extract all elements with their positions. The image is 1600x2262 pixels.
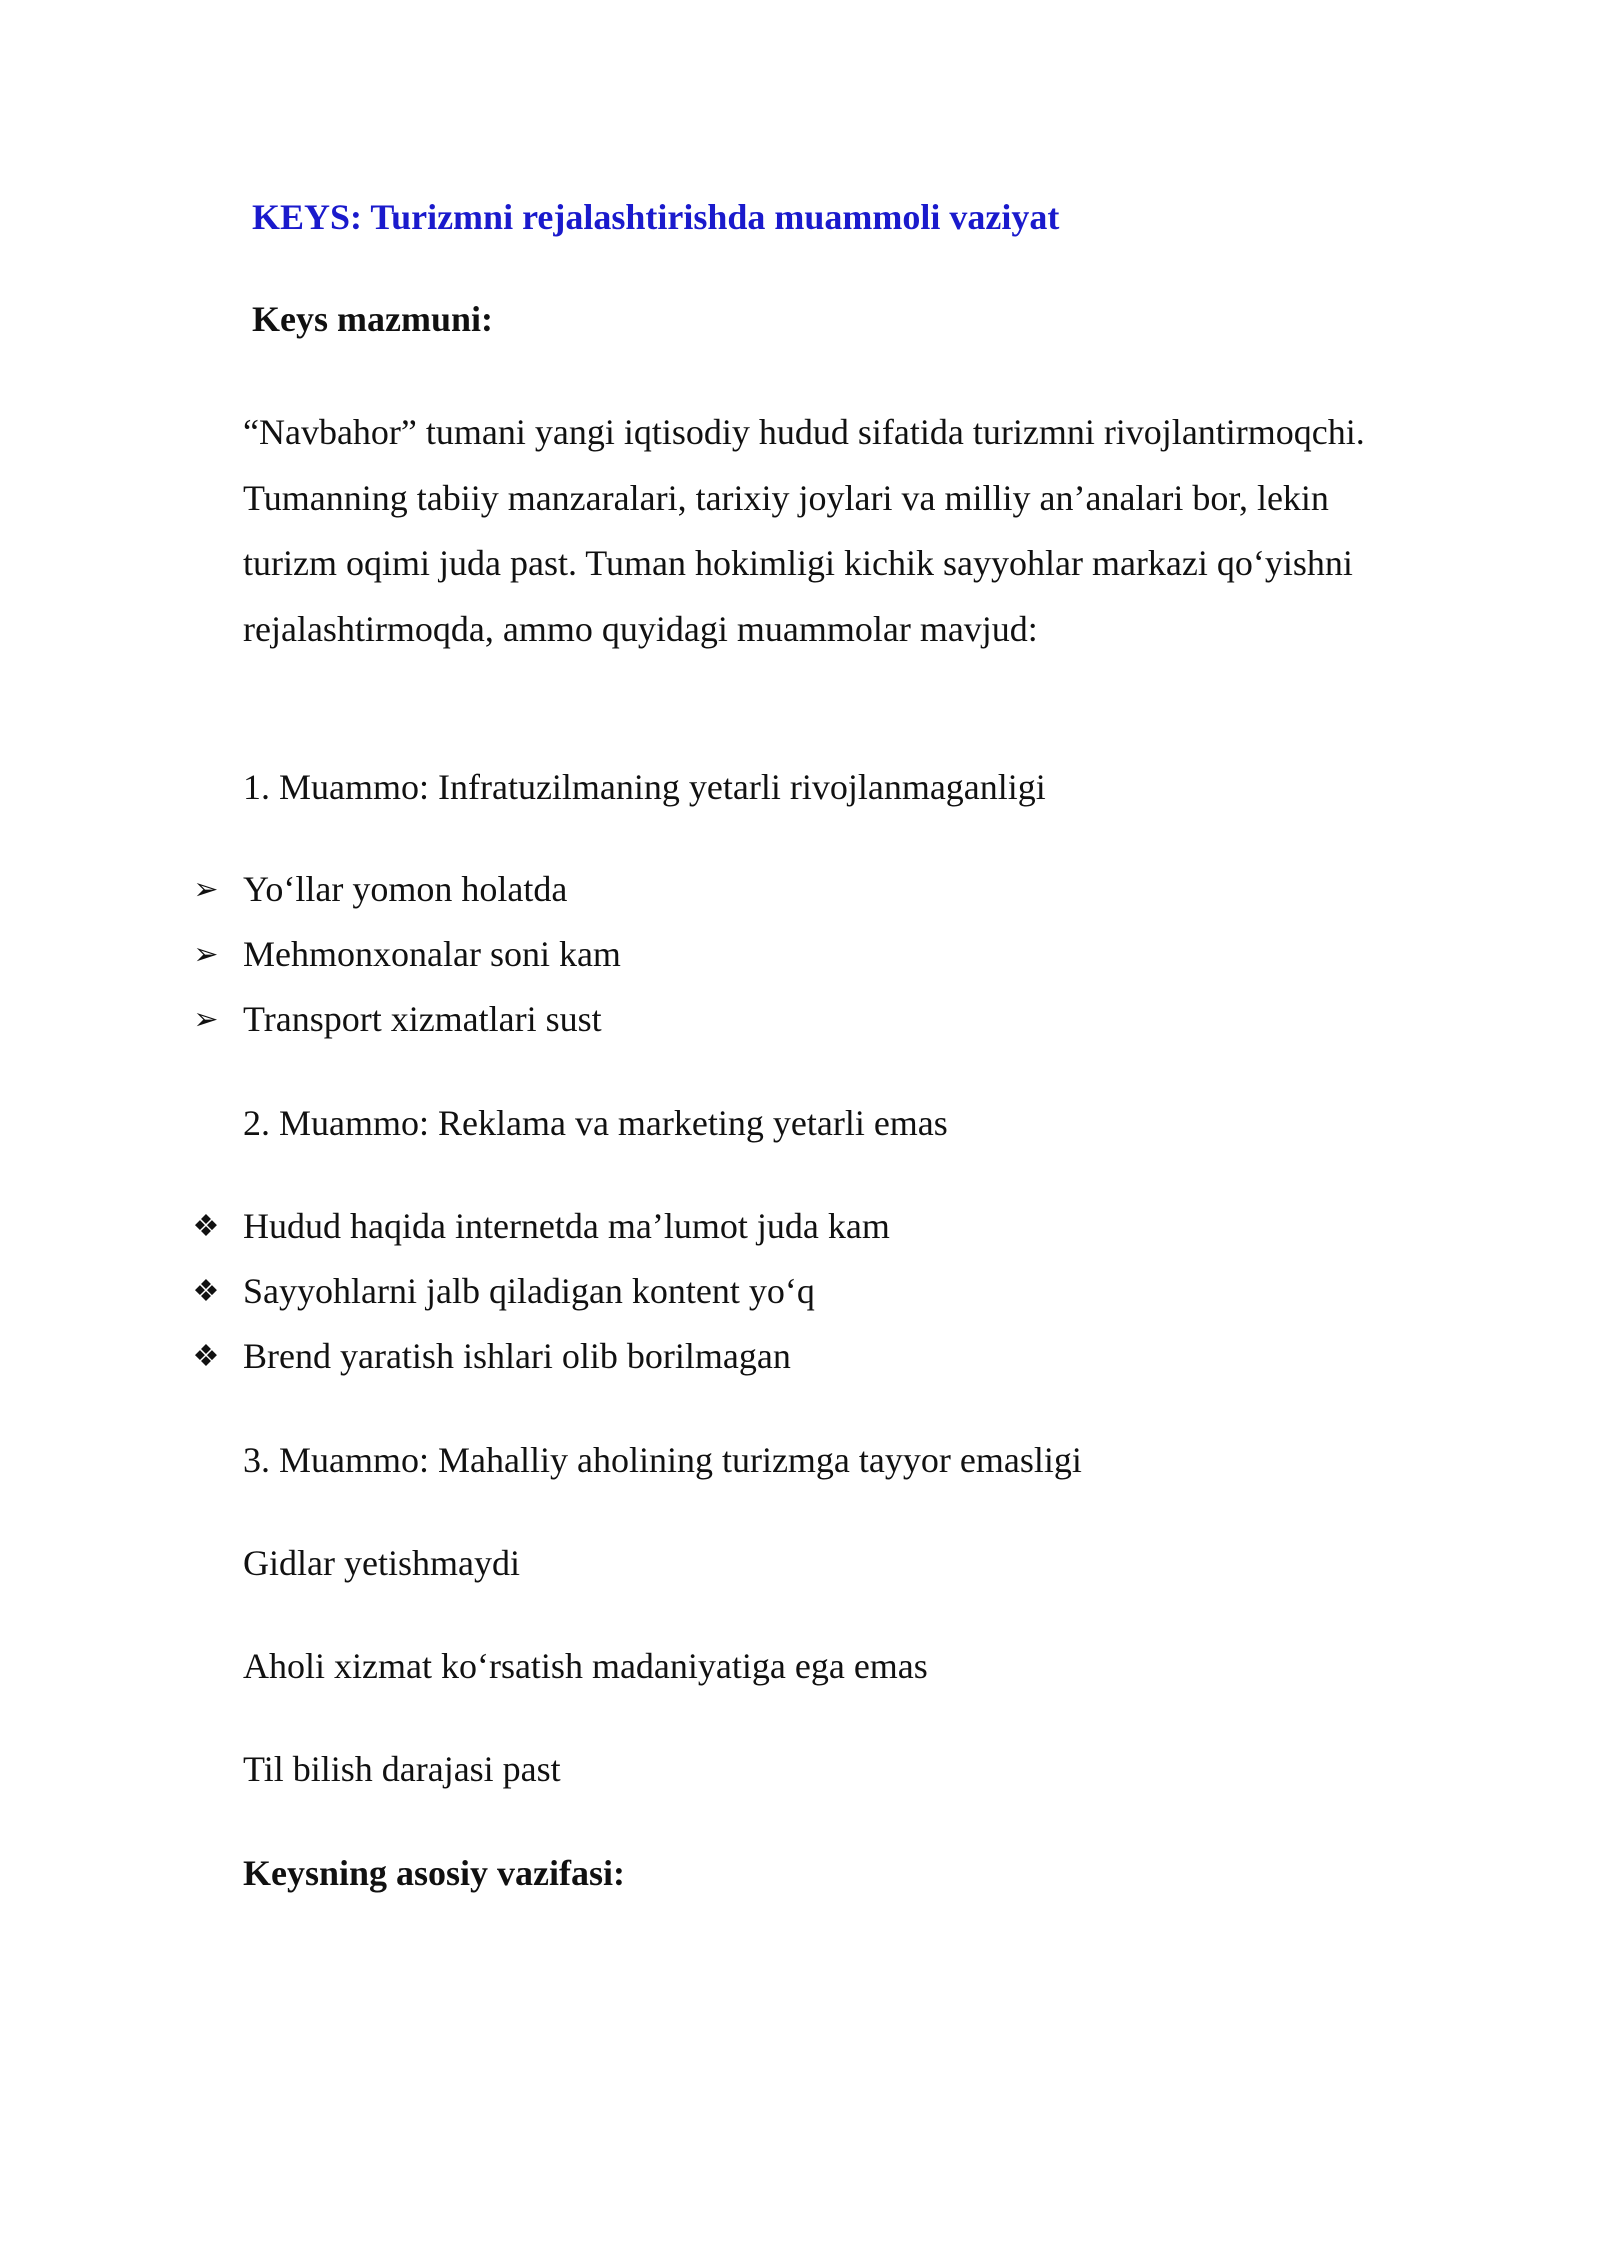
list-item: Sayyohlarni jalb qiladigan kontent yo‘q — [243, 1271, 815, 1311]
problem-2-title: 2. Muammo: Reklama va marketing yetarli emas — [243, 1103, 948, 1143]
arrow-bullet-icon: ➢ — [193, 1003, 219, 1036]
list-item: Aholi xizmat ko‘rsatish madaniyatiga ega emas — [243, 1646, 928, 1686]
list-item: Til bilish darajasi past — [243, 1749, 561, 1789]
list-item: Gidlar yetishmaydi — [243, 1543, 520, 1583]
arrow-bullet-icon: ➢ — [193, 938, 219, 971]
problem-3-title: 3. Muammo: Mahalliy aholining turizmga tayyor emasligi — [243, 1440, 1082, 1480]
intro-paragraph: “Navbahor” tumani yangi iqtisodiy hudud sifatida turizmni rivojlantirmoqchi. Tumanning tabiiy manzaralari, tarixiy joylari va milliy an’analari bor, lekin turizm oqimi juda past. Tuman hokimligi kichik sayyohlar markazi qo‘yishni rejalashtirmoqda, ammo quyidagi muammolar mavjud: — [243, 412, 1365, 649]
problem-1-title: 1. Muammo: Infratuzilmaning yetarli rivojlanmaganligi — [243, 767, 1046, 807]
task-heading: Keysning asosiy vazifasi: — [243, 1853, 626, 1893]
list-item: Mehmonxonalar soni kam — [243, 934, 621, 974]
diamond-bullet-icon: ❖ — [192, 1340, 220, 1373]
list-item: Yo‘llar yomon holatda — [243, 869, 568, 909]
content-heading: Keys mazmuni: — [252, 299, 493, 339]
arrow-bullet-icon: ➢ — [193, 873, 219, 906]
diamond-bullet-icon: ❖ — [192, 1275, 220, 1308]
list-item: Hudud haqida internetda ma’lumot juda kam — [243, 1206, 890, 1246]
document-title: KEYS: Turizmni rejalashtirishda muammoli vaziyat — [252, 197, 1060, 237]
diamond-bullet-icon: ❖ — [192, 1210, 220, 1243]
list-item: Transport xizmatlari sust — [243, 999, 602, 1039]
list-item: Brend yaratish ishlari olib borilmagan — [243, 1336, 791, 1376]
